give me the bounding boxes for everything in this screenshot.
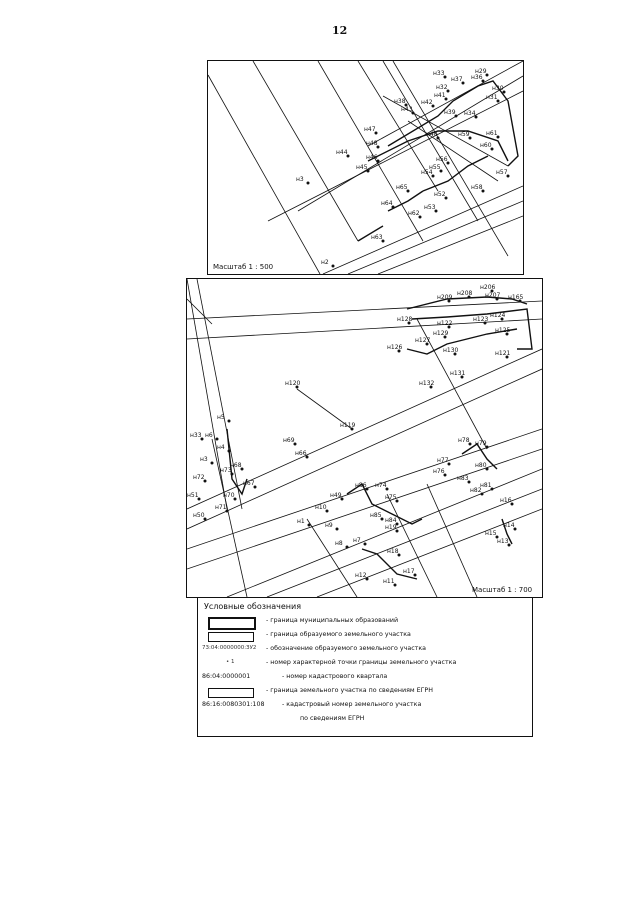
map-top-point-label: н42: [421, 99, 433, 106]
legend-row: [202, 644, 528, 656]
map-top-point-marker: [332, 265, 335, 268]
map-top-point-label: н32: [436, 84, 448, 91]
map-top-point-label: н55: [429, 164, 441, 171]
map-bottom-point-label: н67: [243, 480, 255, 487]
legend-text: - граница земельного участка по сведениям ЕГРН: [266, 687, 433, 694]
map-bottom-drawing: [187, 279, 542, 597]
map-bottom-point-label: н66: [295, 450, 307, 457]
map-bottom-scale: Масштаб 1 : 700: [472, 586, 533, 594]
legend-symbol: [202, 630, 264, 642]
map-bottom-point-label: н10: [315, 504, 327, 511]
map-top-point-label: н47: [364, 126, 376, 133]
map-top-point-label: н52: [434, 191, 446, 198]
map-bottom-point-label: н17: [403, 568, 415, 575]
map-bottom-point-label: н130: [443, 347, 459, 354]
map-bottom-point-label: н126: [387, 344, 403, 351]
map-top-point-label: н62: [408, 210, 420, 217]
map-top-point-label: н53: [424, 204, 436, 211]
map-top-point-label: н39: [444, 109, 456, 116]
map-bottom-point-label: н129: [433, 330, 449, 337]
map-top-point-label: н44: [336, 149, 348, 156]
legend-symbol: [202, 700, 264, 712]
map-bottom-point-marker: [228, 420, 231, 423]
map-bottom-point-label: н77: [437, 457, 449, 464]
map-top-point-label: н38: [394, 98, 406, 105]
map-bottom-point-label: н208: [457, 290, 473, 297]
map-bottom-point-marker: [308, 524, 311, 527]
map-bottom-point-label: н3: [200, 456, 208, 463]
legend-symbol: [202, 616, 264, 628]
map-top-point-label: н29: [475, 68, 487, 75]
map-bottom-point-label: н71: [215, 504, 227, 511]
map-bottom-point-label: н5: [217, 414, 225, 421]
map-top-point-label: н63: [371, 234, 383, 241]
map-bottom-point-label: н9: [325, 522, 333, 529]
map-bottom-point-marker: [336, 528, 339, 531]
map-bottom-point-label: н120: [285, 380, 301, 387]
map-bottom-point-label: н125: [495, 327, 511, 334]
map-bottom-point-label: н84: [385, 517, 397, 524]
map-bottom-point-label: н68: [230, 462, 242, 469]
legend-row: [202, 700, 528, 712]
map-bottom-point-marker: [216, 438, 219, 441]
map-top-point-label: н46: [366, 154, 378, 161]
map-bottom-point-label: н16: [500, 497, 512, 504]
legend-symbol: [202, 658, 264, 670]
legend-symbol: [202, 686, 264, 698]
map-bottom-point-label: н33: [190, 432, 202, 439]
map-bottom-point-label: н49: [330, 492, 342, 499]
map-top-point-label: н61: [486, 130, 498, 137]
map-top-point-label: н2: [321, 259, 329, 266]
map-top-point-label: н33: [433, 70, 445, 77]
map-bottom-point-label: н127: [415, 337, 431, 344]
map-bottom: [186, 278, 543, 598]
map-bottom-point-label: н76: [433, 468, 445, 475]
map-top-drawing: [208, 61, 523, 274]
legend-row: [202, 630, 528, 642]
legend-row: [202, 672, 528, 684]
map-top-point-label: н65: [396, 184, 408, 191]
map-top: [207, 60, 524, 275]
map-bottom-point-label: н86: [355, 482, 367, 489]
map-top-point-label: н3: [296, 176, 304, 183]
legend-row: [202, 616, 528, 628]
legend-symbol-text: 73:04:0000000:ЗУ2: [202, 645, 257, 651]
legend-title: Условные обозначения: [204, 602, 302, 611]
map-bottom-point-label: н81: [480, 482, 492, 489]
legend-symbol-box: [208, 688, 254, 698]
map-bottom-point-label: н131: [450, 370, 466, 377]
map-bottom-point-label: н69: [283, 437, 295, 444]
legend-text: - номер характерной точки границы земельного участка: [266, 659, 457, 666]
map-bottom-point-label: н121: [495, 350, 511, 357]
legend-symbol-text: 86:04:0000001: [202, 673, 251, 680]
map-top-point-label: н48: [366, 140, 378, 147]
map-bottom-point-label: н19: [385, 524, 397, 531]
map-bottom-point-marker: [228, 450, 231, 453]
map-top-point-label: н54: [421, 169, 433, 176]
map-bottom-point-marker: [211, 462, 214, 465]
legend-text: - кадастровый номер земельного участка: [282, 701, 422, 708]
map-top-point-label: н40: [426, 131, 438, 138]
map-top-point-label: н36: [471, 74, 483, 81]
map-bottom-point-label: н4: [217, 444, 225, 451]
map-bottom-point-label: н83: [457, 475, 469, 482]
map-bottom-point-label: н206: [480, 284, 496, 291]
map-bottom-point-label: н51: [187, 492, 199, 499]
legend-symbol: [202, 644, 264, 656]
map-bottom-point-label: н123: [473, 316, 489, 323]
map-bottom-point-label: н80: [475, 462, 487, 469]
legend-text: - граница муниципальных образований: [266, 617, 399, 624]
legend-text: - граница образуемого земельного участка: [266, 631, 411, 638]
map-top-point-label: н34: [464, 110, 476, 117]
map-bottom-point-label: н1: [297, 518, 305, 525]
legend-symbol-box: [208, 632, 254, 642]
map-top-point-label: н41: [434, 92, 446, 99]
legend-symbol-text: • 1: [226, 659, 235, 665]
map-bottom-point-label: н122: [437, 320, 453, 327]
map-bottom-point-label: н8: [335, 540, 343, 547]
map-bottom-point-label: н209: [437, 294, 453, 301]
legend-row: [202, 658, 528, 670]
map-bottom-point-label: н124: [490, 312, 506, 319]
map-bottom-point-label: н12: [355, 572, 367, 579]
map-bottom-point-marker: [364, 543, 367, 546]
map-top-point-label: н45: [356, 164, 368, 171]
map-bottom-point-label: н132: [419, 380, 435, 387]
map-top-point-label: н58: [471, 184, 483, 191]
legend-symbol-box: [208, 617, 256, 630]
map-top-point-label: н59: [458, 131, 470, 138]
legend: [197, 597, 533, 737]
legend-symbol: [202, 714, 264, 726]
map-bottom-point-label: н15: [485, 530, 497, 537]
map-top-point-label: н31: [486, 94, 498, 101]
map-top-point-label: н57: [496, 169, 508, 176]
map-bottom-point-label: н18: [387, 548, 399, 555]
legend-row: [202, 714, 528, 726]
legend-text: - обозначение образуемого земельного участка: [266, 645, 426, 652]
map-bottom-point-label: н75: [385, 494, 397, 501]
map-bottom-point-label: н74: [375, 482, 387, 489]
map-bottom-point-marker: [346, 546, 349, 549]
map-bottom-point-label: н73: [220, 467, 232, 474]
page-number: 12: [332, 24, 348, 37]
map-bottom-point-label: н85: [370, 512, 382, 519]
map-top-point-marker: [307, 182, 310, 185]
map-top-point-label: н60: [480, 142, 492, 149]
legend-symbol-text: 86:16:0080301:108: [202, 701, 265, 708]
legend-symbol: [202, 672, 264, 684]
map-top-point-label: н56: [436, 156, 448, 163]
map-bottom-point-label: н165: [508, 294, 524, 301]
map-bottom-point-label: н50: [193, 512, 205, 519]
map-top-point-label: н43: [401, 106, 413, 113]
legend-text: - номер кадастрового квартала: [282, 673, 388, 680]
map-bottom-point-label: н11: [383, 578, 395, 585]
map-bottom-point-label: н78: [458, 437, 470, 444]
map-bottom-point-label: н6: [205, 432, 213, 439]
map-top-scale: Масштаб 1 : 500: [213, 263, 274, 271]
map-top-point-label: н30: [492, 85, 504, 92]
map-top-point-label: н37: [451, 76, 463, 83]
map-top-point-label: н64: [381, 200, 393, 207]
map-bottom-point-label: н207: [485, 292, 501, 299]
map-bottom-point-label: н82: [470, 487, 482, 494]
legend-text: по сведениям ЕГРН: [300, 715, 365, 722]
map-bottom-point-label: н7: [353, 537, 361, 544]
legend-row: [202, 686, 528, 698]
map-bottom-point-label: н79: [475, 440, 487, 447]
map-bottom-point-label: н119: [340, 422, 356, 429]
map-bottom-point-label: н72: [193, 474, 205, 481]
map-bottom-point-label: н70: [223, 492, 235, 499]
map-bottom-point-label: н128: [397, 316, 413, 323]
map-bottom-point-label: н14: [503, 522, 515, 529]
map-bottom-point-label: н13: [497, 538, 509, 545]
